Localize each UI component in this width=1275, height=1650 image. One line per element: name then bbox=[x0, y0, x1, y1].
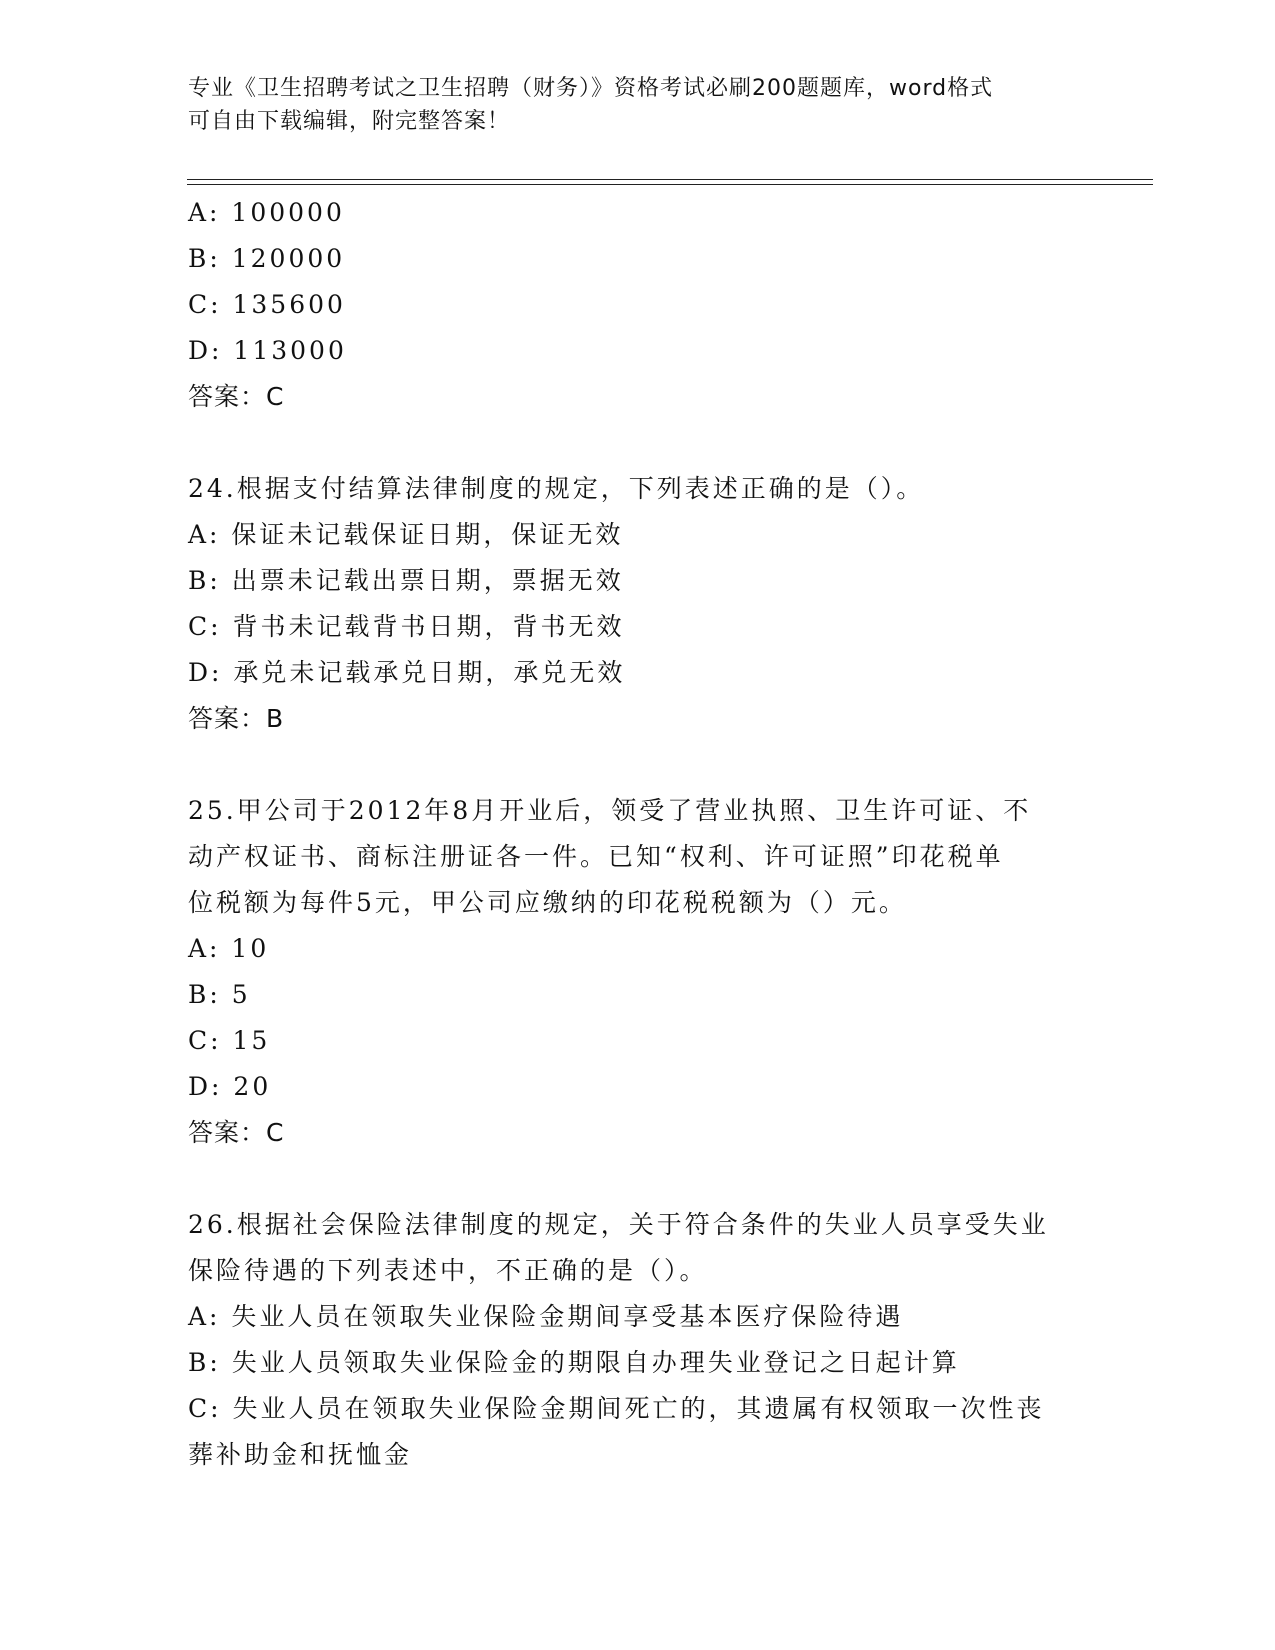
question-list bbox=[188, 190, 1088, 1478]
option-b: B: 5 bbox=[188, 980, 251, 1009]
answer-line: 答案：C bbox=[188, 382, 285, 411]
option-d: D: 承兑未记载承兑日期，承兑无效 bbox=[188, 658, 626, 687]
question-stem-line-3: 位税额为每件5元，甲公司应缴纳的印花税税额为（）元。 bbox=[188, 888, 907, 917]
question-25 bbox=[188, 788, 1088, 1156]
option-a: A: 失业人员在领取失业保险金期间享受基本医疗保险待遇 bbox=[188, 1302, 904, 1331]
question-stem-line-2: 保险待遇的下列表述中，不正确的是（）。 bbox=[188, 1256, 708, 1285]
option-d: D: 20 bbox=[188, 1072, 272, 1101]
answer-line: 答案：C bbox=[188, 1118, 285, 1147]
option-b: B: 120000 bbox=[188, 244, 346, 273]
option-d: D: 113000 bbox=[188, 336, 347, 365]
question-24 bbox=[188, 466, 1088, 742]
option-c: C: 背书未记载背书日期，背书无效 bbox=[188, 612, 625, 641]
question-stem-line-2: 动产权证书、商标注册证各一件。已知“权利、许可证照”印花税单 bbox=[188, 842, 1004, 871]
header-divider-bottom bbox=[187, 184, 1153, 185]
option-a: A: 100000 bbox=[188, 198, 345, 227]
option-c-line-2: 葬补助金和抚恤金 bbox=[188, 1440, 413, 1469]
answer-line: 答案：B bbox=[188, 704, 285, 733]
option-b: B: 出票未记载出票日期，票据无效 bbox=[188, 566, 624, 595]
question-stem-line-1: 25.甲公司于2012年8月开业后，领受了营业执照、卫生许可证、不 bbox=[188, 796, 1032, 825]
option-a: A: 10 bbox=[188, 934, 270, 963]
header-title-line-2: 可自由下载编辑，附完整答案！ bbox=[188, 109, 511, 134]
option-c-line-1: C: 失业人员在领取失业保险金期间死亡的，其遗属有权领取一次性丧 bbox=[188, 1394, 1045, 1423]
question-26 bbox=[188, 1202, 1088, 1478]
option-b: B: 失业人员领取失业保险金的期限自办理失业登记之日起计算 bbox=[188, 1348, 960, 1377]
question-stem-line-1: 26.根据社会保险法律制度的规定，关于符合条件的失业人员享受失业 bbox=[188, 1210, 1049, 1239]
option-c: C: 15 bbox=[188, 1026, 271, 1055]
question-23 bbox=[188, 190, 1088, 420]
header-title-line-1: 专业《卫生招聘考试之卫生招聘（财务）》资格考试必刷200题题库，word格式 bbox=[188, 76, 994, 101]
option-c: C: 135600 bbox=[188, 290, 346, 319]
option-a: A: 保证未记载保证日期，保证无效 bbox=[188, 520, 624, 549]
header-divider-top bbox=[187, 179, 1153, 180]
question-stem: 24.根据支付结算法律制度的规定，下列表述正确的是（）。 bbox=[188, 474, 925, 503]
document-header bbox=[188, 72, 1088, 138]
